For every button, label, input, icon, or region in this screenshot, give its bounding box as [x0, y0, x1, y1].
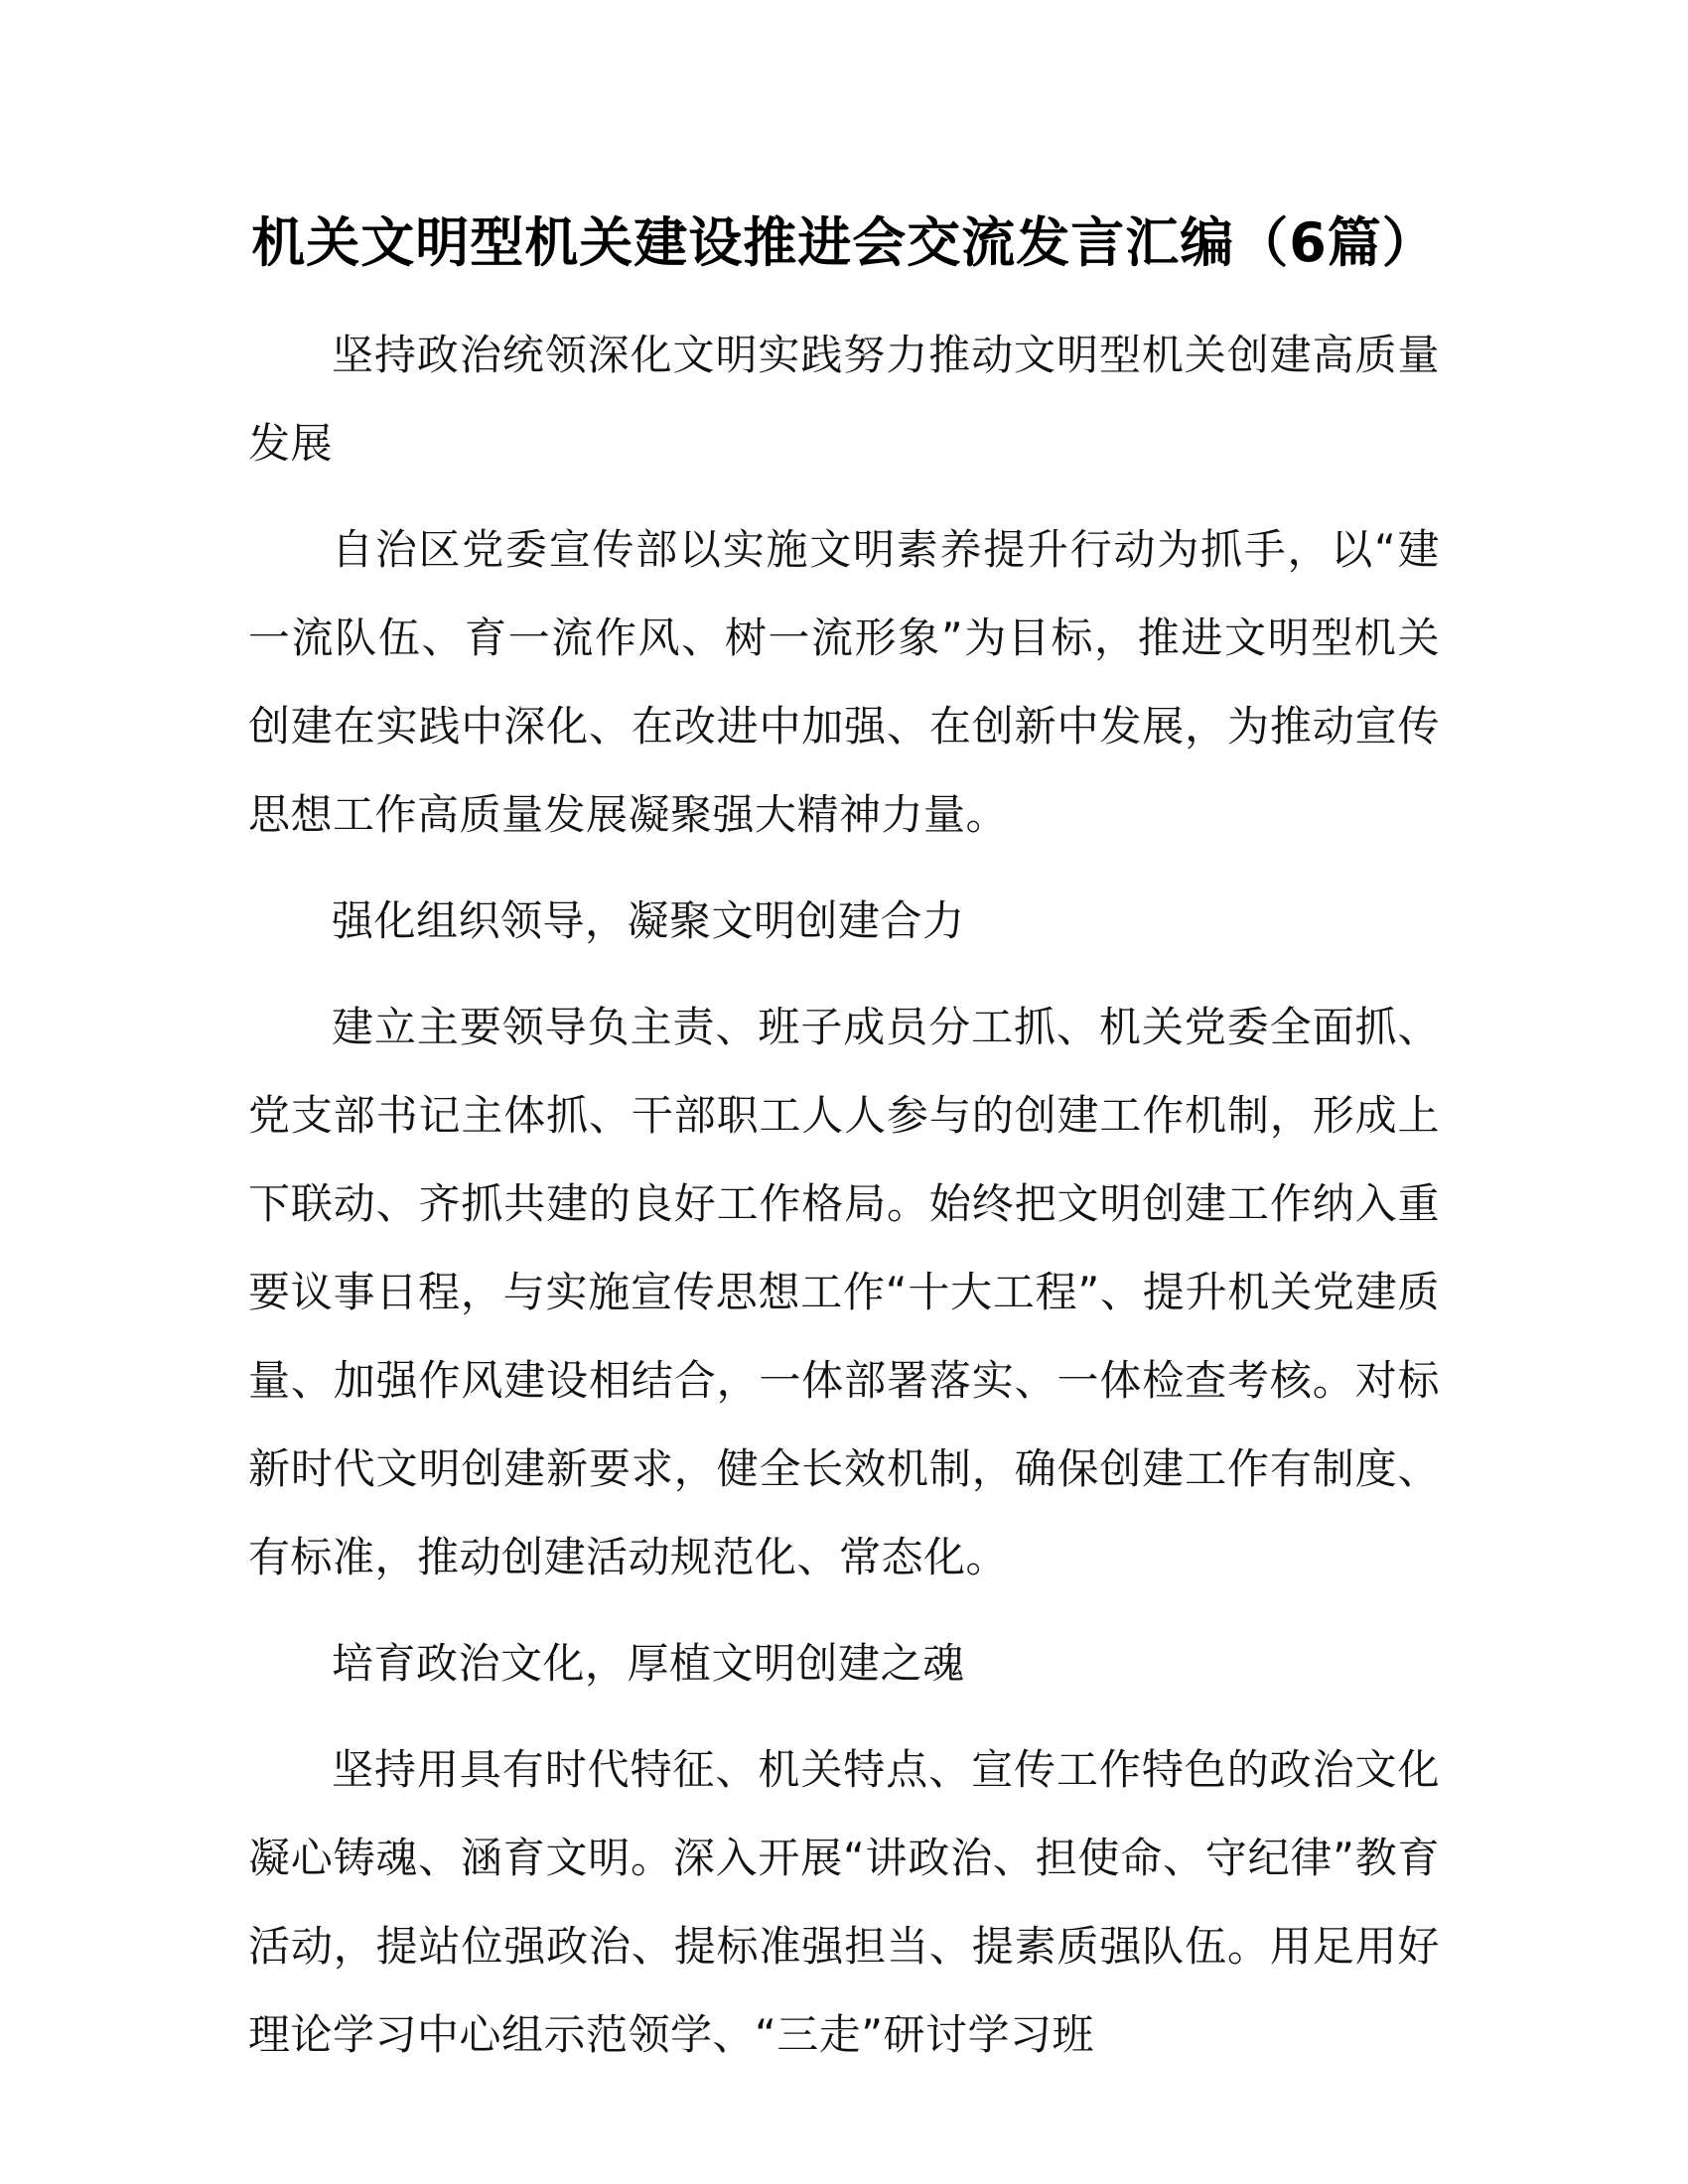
intro-paragraph: 自治区党委宣传部以实施文明素养提升行动为抓手，以“建一流队伍、育一流作风、树一流形象”为目标，推进文明型机关创建在实践中深化、在改进中加强、在创新中发展，为推动宣传思想工作高质量发展凝聚强大精神力量。 [248, 525, 1440, 839]
article-title: 坚持政治统领深化文明实践努力推动文明型机关创建高质量发展 [248, 331, 1440, 468]
organization-paragraph: 建立主要领导负主责、班子成员分工抓、机关党委全面抓、党支部书记主体抓、干部职工人人参与的创建工作机制，形成上下联动、齐抓共建的良好工作格局。始终把文明创建工作纳入重要议事日程，与实施宣传思想工作“十大工程”、提升机关党建质量、加强作风建设相结合，一体部署落实、一体检查考核。对标新时代文明创建新要求，健全长效机制，确保创建工作有制度、有标准，推动创建活动规范化、常态化。 [248, 1003, 1440, 1581]
section-heading-political-culture: 培育政治文化，厚植文明创建之魂 [332, 1639, 965, 1688]
document-page [248, 204, 1440, 2097]
political-culture-paragraph: 坚持用具有时代特征、机关特点、宣传工作特色的政治文化凝心铸魂、涵育文明。深入开展“讲政治、担使命、守纪律”教育活动，提站位强政治、提标准强担当、提素质强队伍。用足用好理论学习中心组示范领学、“三走”研讨学习班 [248, 1745, 1440, 2059]
section-heading-organization: 强化组织领导，凝聚文明创建合力 [332, 896, 965, 945]
document-title: 机关文明型机关建设推进会交流发言汇编（6篇） [251, 211, 1437, 274]
